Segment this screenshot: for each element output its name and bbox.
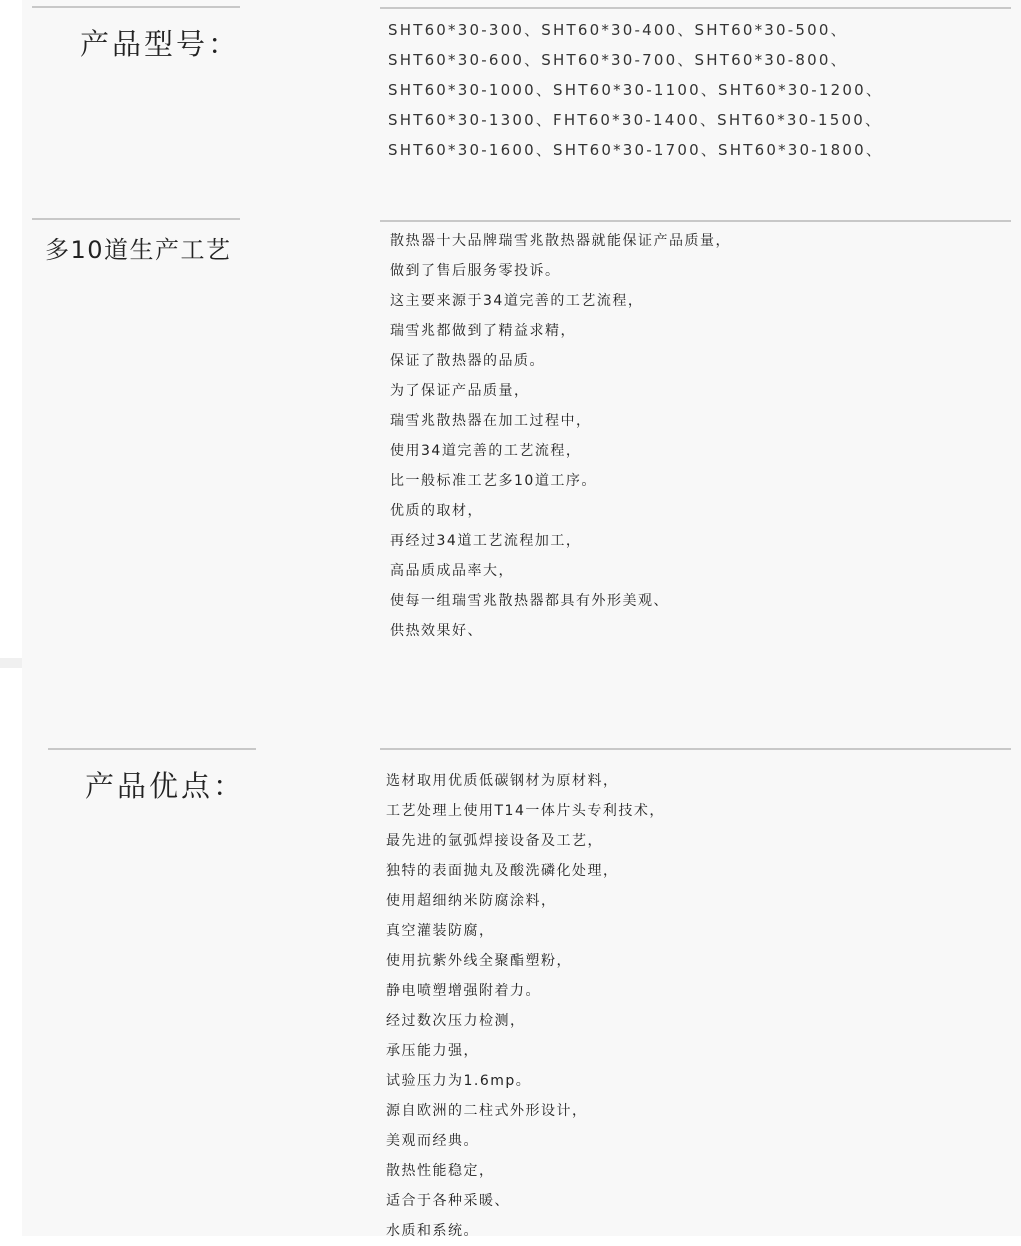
text-line: 适合于各种采暖、: [386, 1193, 510, 1209]
text-line: 高品质成品率大，: [390, 563, 514, 579]
model-list: [388, 15, 883, 165]
text-line: 为了保证产品质量，: [390, 383, 530, 399]
text-line: 经过数次压力检测，: [386, 1013, 526, 1029]
text-line: 保证了散热器的品质。: [390, 353, 545, 369]
section-divider-right: [380, 7, 1011, 9]
section-divider-right: [380, 748, 1011, 750]
text-line: 试验压力为1.6mp。: [386, 1073, 532, 1089]
text-line: 承压能力强，: [386, 1043, 479, 1059]
text-line: 最先进的氩弧焊接设备及工艺，: [386, 833, 603, 849]
advantages-text: [386, 766, 665, 1246]
text-line: 散热器十大品牌瑞雪兆散热器就能保证产品质量，: [390, 233, 731, 249]
text-line: 使用抗紫外线全聚酯塑粉，: [386, 953, 572, 969]
text-line: 瑞雪兆散热器在加工过程中，: [390, 413, 592, 429]
text-line: 这主要来源于34道完善的工艺流程，: [390, 293, 644, 309]
text-line: 使用34道完善的工艺流程，: [390, 443, 582, 459]
text-line: 使每一组瑞雪兆散热器都具有外形美观、: [390, 593, 669, 609]
section-divider-left: [48, 748, 256, 750]
text-line: 独特的表面抛丸及酸洗磷化处理，: [386, 863, 619, 879]
text-line: 比一般标准工艺多10道工序。: [390, 473, 597, 489]
text-line: 使用超细纳米防腐涂料，: [386, 893, 557, 909]
text-line: 做到了售后服务零投诉。: [390, 263, 561, 279]
text-line: 散热性能稳定，: [386, 1163, 495, 1179]
section-title: 多10道生产工艺: [45, 236, 232, 264]
text-line: 源自欧洲的二柱式外形设计，: [386, 1103, 588, 1119]
section-divider-left: [32, 6, 240, 8]
text-line: 真空灌装防腐，: [386, 923, 495, 939]
model-line: SHT60*30-1300、FHT60*30-1400、SHT60*30-1500、: [388, 111, 883, 129]
section-divider-left: [32, 218, 240, 220]
background-gap: [0, 658, 22, 668]
text-line: 工艺处理上使用T14一体片头专利技术，: [386, 803, 665, 819]
model-line: SHT60*30-600、SHT60*30-700、SHT60*30-800、: [388, 51, 848, 69]
text-line: 瑞雪兆都做到了精益求精，: [390, 323, 576, 339]
text-line: 水质和系统。: [386, 1223, 479, 1239]
text-line: 再经过34道工艺流程加工，: [390, 533, 582, 549]
model-line: SHT60*30-1000、SHT60*30-1100、SHT60*30-1200、: [388, 81, 884, 99]
text-line: 优质的取材，: [390, 503, 483, 519]
section-title: 产品型号：: [80, 27, 241, 61]
model-line: SHT60*30-1600、SHT60*30-1700、SHT60*30-1800、: [388, 141, 884, 159]
model-line: SHT60*30-300、SHT60*30-400、SHT60*30-500、: [388, 21, 848, 39]
section-divider-right: [380, 220, 1011, 222]
text-line: 选材取用优质低碳钢材为原材料，: [386, 773, 619, 789]
text-line: 美观而经典。: [386, 1133, 479, 1149]
text-line: 供热效果好、: [390, 623, 483, 639]
section-title: 产品优点：: [85, 769, 246, 803]
process-text: [390, 226, 731, 646]
text-line: 静电喷塑增强附着力。: [386, 983, 541, 999]
